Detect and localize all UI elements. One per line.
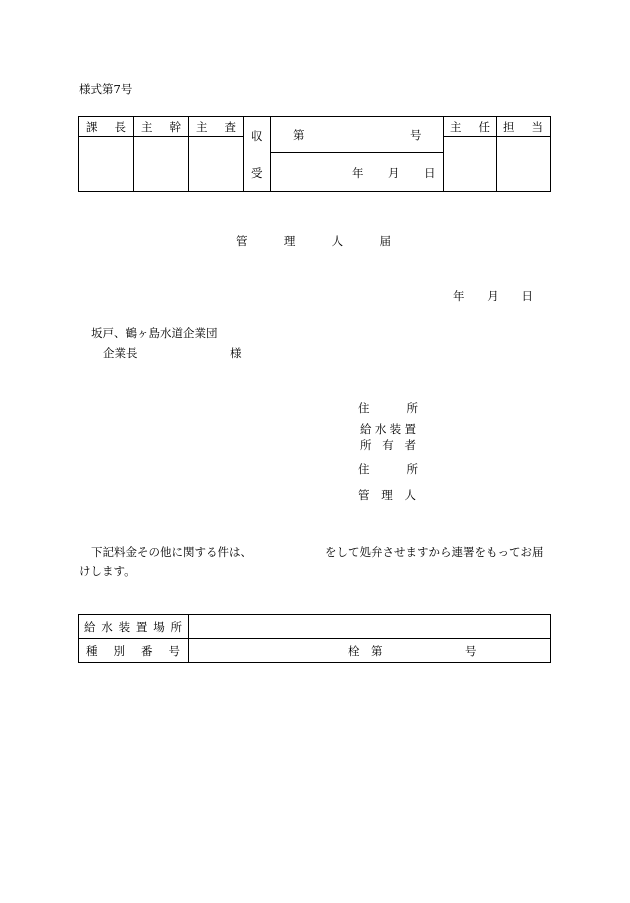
receipt-hi: 日 <box>424 166 436 180</box>
manager-label: 管 理 人 <box>358 488 416 502</box>
receipt-tsuki: 月 <box>388 166 400 180</box>
type-number-sen: 栓 <box>348 644 360 658</box>
date-line: 年 月 日 <box>453 289 533 303</box>
form-number: 様式第7号 <box>79 82 133 96</box>
type-number-label: 種 別 番 号 <box>86 644 180 658</box>
receipt-dai: 第 <box>293 128 305 142</box>
manager-address-label: 住 所 <box>358 462 418 476</box>
addressee-role: 企業長 <box>103 346 138 360</box>
addressee-sama: 様 <box>230 346 242 360</box>
body-text-part1: 下記料金その他に関する件は、 <box>91 545 252 559</box>
header-shunin: 主 任 <box>450 120 490 134</box>
header-shuju-1: 収 <box>251 129 263 143</box>
body-text-part2: をして処弁させますから連署をもってお届 <box>325 545 544 559</box>
type-number-dai: 第 <box>371 644 383 658</box>
header-shukan: 主 幹 <box>141 120 181 134</box>
location-label: 給 水 装 置 場 所 <box>84 620 182 634</box>
header-kacho: 課 長 <box>86 120 126 134</box>
header-shuju-2: 受 <box>251 166 263 180</box>
receipt-nen: 年 <box>352 166 364 180</box>
addressee-org: 坂戸、鶴ヶ島水道企業団 <box>91 326 218 340</box>
body-text-line2: けします。 <box>79 564 136 578</box>
owner-address-label: 住 所 <box>358 401 418 415</box>
header-shusa: 主 査 <box>196 120 236 134</box>
header-tanto: 担 当 <box>503 120 543 134</box>
type-number-go: 号 <box>465 644 477 658</box>
owner-label-line2: 所 有 者 <box>360 438 416 452</box>
receipt-go: 号 <box>410 128 422 142</box>
document-title: 管 理 人 届 <box>236 234 391 248</box>
owner-label-line1: 給 水 装 置 <box>360 422 416 436</box>
